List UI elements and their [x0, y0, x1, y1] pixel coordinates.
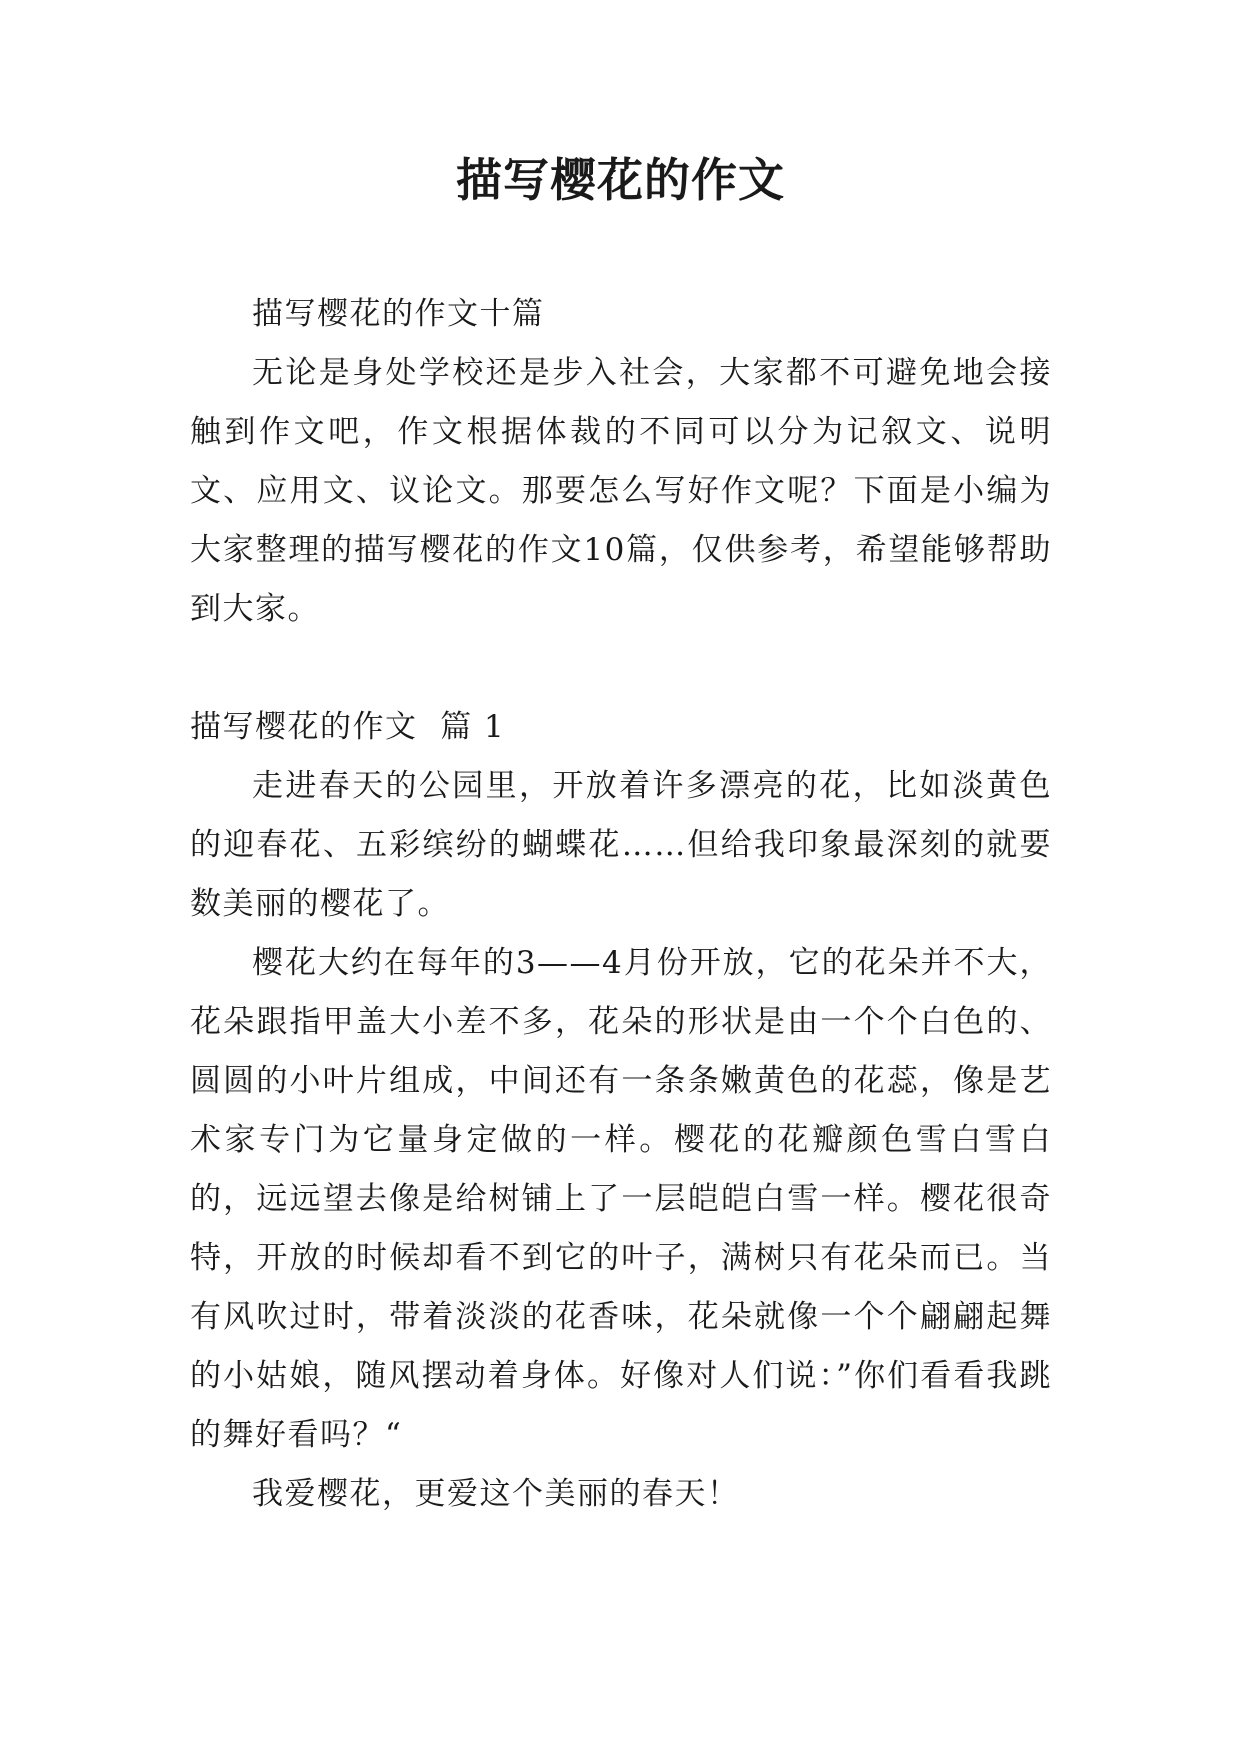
document-body — [190, 285, 1052, 1524]
section-paragraph: 樱花大约在每年的3——4月份开放，它的花朵并不大，花朵跟指甲盖大小差不多，花朵的形状是由一个个白色的、圆圆的小叶片组成，中间还有一条条嫩黄色的花蕊，像是艺术家专门为它量身定做的一样。樱花的花瓣颜色雪白雪白的，远远望去像是给树铺上了一层皑皑白雪一样。樱花很奇特，开放的时候却看不到它的叶子，满树只有花朵而已。当有风吹过时，带着淡淡的花香味，花朵就像一个个翩翩起舞的小姑娘，随风摆动着身体。好像对人们说：”你们看看我跳的舞好看吗？“ — [190, 945, 1052, 1453]
section-heading: 描写樱花的作文 篇 1 — [190, 709, 506, 745]
section-paragraph: 走进春天的公园里，开放着许多漂亮的花，比如淡黄色的迎春花、五彩缤纷的蝴蝶花……但给我印象最深刻的就要数美丽的樱花了。 — [190, 768, 1052, 922]
section-paragraph: 我爱樱花，更爱这个美丽的春天！ — [252, 1476, 740, 1512]
document-title: 描写樱花的作文 — [456, 153, 785, 207]
document-subtitle: 描写樱花的作文十篇 — [252, 296, 545, 332]
intro-paragraph: 无论是身处学校还是步入社会，大家都不可避免地会接触到作文吧，作文根据体裁的不同可以分为记叙文、说明文、应用文、议论文。那要怎么写好作文呢？下面是小编为大家整理的描写樱花的作文10篇，仅供参考，希望能够帮助到大家。 — [190, 355, 1052, 627]
